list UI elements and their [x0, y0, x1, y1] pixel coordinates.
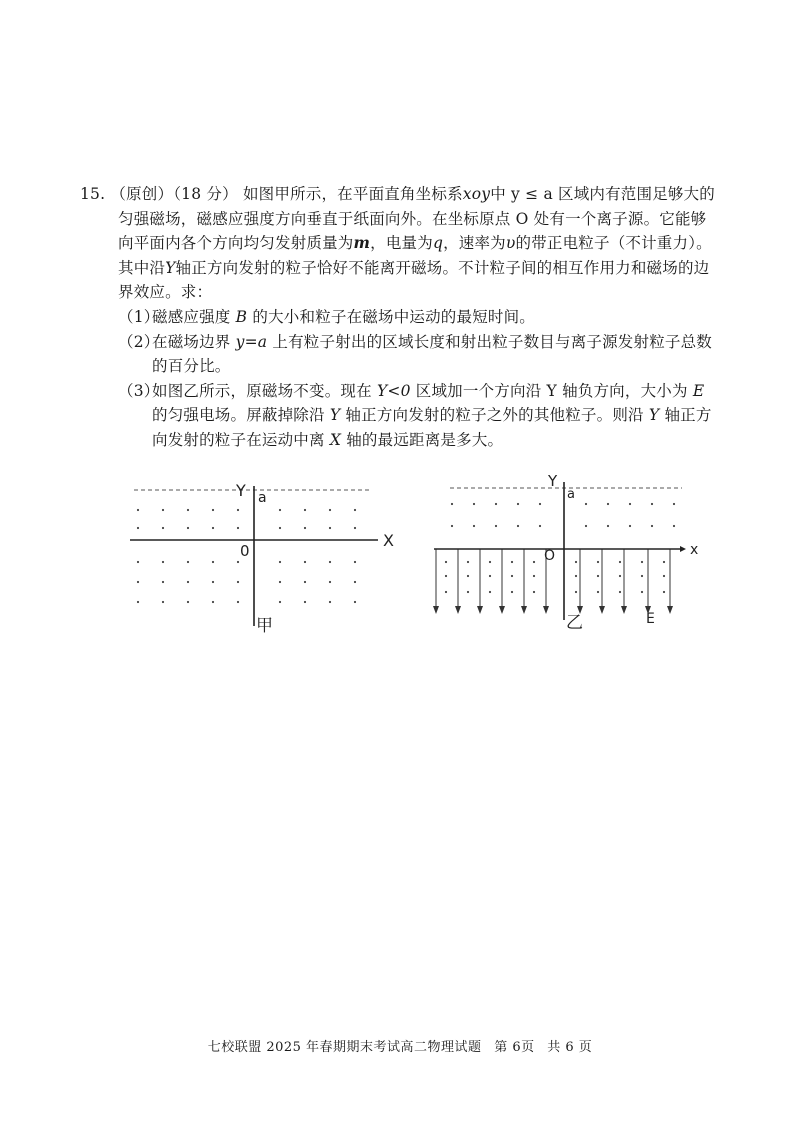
problem-stem: 15. （原创）（18 分） 如图甲所示，在平面直角坐标系xoy中 y ≤ a 区域内有范围足够大的匀强磁场，磁感应强度方向垂直于纸面向外。在坐标原点 O 处有一个离子源。它能够向平面内各个方向均匀发射质量为m，电量为q，速率为υ的带正电粒子（不计重力）。其中沿Y轴正方向发射的粒子恰好不能离开磁场。不计粒子间的相互作用力和磁场的边界效应。求：: [80, 185, 716, 302]
figure-b-caption: 乙: [566, 613, 583, 633]
field-dot: [467, 575, 469, 577]
field-arrow-icon: [433, 606, 439, 614]
field-dot: [511, 591, 513, 593]
field-dot: [641, 591, 643, 593]
field-arrow-icon: [455, 606, 461, 614]
field-dot: [212, 561, 214, 563]
field-dot: [212, 601, 214, 603]
field-dot: [137, 527, 139, 529]
field-dot: [187, 561, 189, 563]
question-2: （2）在磁场边界 y=a 上有粒子射出的区域长度和射出粒子数目与离子源发射粒子总数的百分比。: [118, 332, 712, 376]
question-3: （3）如图乙所示，原磁场不变。现在 Y<0 区域加一个方向沿 Y 轴负方向，大小为 E 的匀强电场。屏蔽掉除沿 Y 轴正方向发射的粒子之外的其他粒子。则沿 Y 轴正方向发射的粒子在运动中离 X 轴的最远距离是多大。: [118, 381, 712, 449]
field-dot: [304, 527, 306, 529]
field-arrow-icon: [599, 606, 605, 614]
magnetic-field-dots: [445, 503, 675, 593]
field-dot: [354, 601, 356, 603]
field-dot: [495, 503, 497, 505]
field-dot: [329, 601, 331, 603]
field-dot: [212, 527, 214, 529]
problem-number: 15.: [80, 185, 106, 203]
field-dot: [575, 561, 577, 563]
field-dot: [237, 527, 239, 529]
field-dot: [629, 525, 631, 527]
field-dot: [304, 509, 306, 511]
x-axis-label: X: [383, 531, 394, 550]
field-dot: [137, 581, 139, 583]
field-dot: [533, 561, 535, 563]
a-label: a: [258, 490, 267, 506]
field-dot: [237, 561, 239, 563]
field-dot: [354, 581, 356, 583]
y-axis-label: Y: [236, 481, 246, 500]
field-dot: [619, 591, 621, 593]
field-dot: [575, 575, 577, 577]
field-dot: [137, 509, 139, 511]
field-dot: [445, 575, 447, 577]
field-dot: [162, 601, 164, 603]
field-dot: [445, 591, 447, 593]
field-dot: [212, 581, 214, 583]
field-dot: [517, 503, 519, 505]
field-dot: [663, 591, 665, 593]
field-dot: [641, 561, 643, 563]
field-dot: [237, 601, 239, 603]
field-dot: [533, 575, 535, 577]
field-dot: [489, 561, 491, 563]
field-arrow-icon: [499, 606, 505, 614]
y-axis-label: Y: [548, 472, 558, 490]
field-dot: [279, 561, 281, 563]
field-dot: [467, 591, 469, 593]
field-dot: [651, 525, 653, 527]
field-dot: [673, 525, 675, 527]
field-dot: [629, 503, 631, 505]
figure-a-caption: 甲: [256, 616, 273, 636]
field-dot: [137, 601, 139, 603]
field-dot: [539, 525, 541, 527]
question-1: （1）磁感应强度 B 的大小和粒子在磁场中运动的最短时间。: [118, 307, 535, 326]
field-dot: [585, 503, 587, 505]
field-dot: [212, 509, 214, 511]
field-arrow-icon: [521, 606, 527, 614]
field-dot: [187, 601, 189, 603]
field-dot: [354, 527, 356, 529]
field-dot: [237, 509, 239, 511]
exam-title: 七校联盟 2025 年春期期末考试高二物理试题: [207, 1040, 482, 1055]
field-dot: [304, 601, 306, 603]
field-dot: [445, 561, 447, 563]
field-dot: [597, 561, 599, 563]
field-dot: [451, 503, 453, 505]
field-arrow-icon: [477, 606, 483, 614]
field-dot: [495, 525, 497, 527]
field-dot: [473, 503, 475, 505]
figure-b: [426, 470, 716, 640]
page-number: 第 6页: [494, 1040, 535, 1055]
x-axis-label: x: [690, 542, 699, 558]
problem-15: [80, 182, 720, 453]
page-total: 共 6 页: [547, 1040, 593, 1055]
field-dot: [533, 591, 535, 593]
field-dot: [187, 527, 189, 529]
field-dot: [473, 525, 475, 527]
field-dot: [237, 581, 239, 583]
field-dot: [489, 591, 491, 593]
field-dot: [279, 581, 281, 583]
field-dot: [162, 509, 164, 511]
field-dot: [451, 525, 453, 527]
field-dot: [329, 581, 331, 583]
field-dot: [607, 503, 609, 505]
field-dot: [329, 561, 331, 563]
field-dot: [304, 561, 306, 563]
field-arrow-icon: [543, 606, 549, 614]
field-dot: [619, 561, 621, 563]
x-axis-arrow-icon: [680, 546, 686, 552]
field-dot: [279, 509, 281, 511]
field-dot: [539, 503, 541, 505]
field-dot: [597, 575, 599, 577]
origin-label: O: [544, 548, 556, 564]
field-arrow-icon: [621, 606, 627, 614]
field-dot: [585, 525, 587, 527]
field-dot: [517, 525, 519, 527]
field-dot: [663, 561, 665, 563]
field-dot: [511, 561, 513, 563]
field-dot: [187, 581, 189, 583]
page-footer: [0, 1036, 800, 1055]
figure-a: [120, 476, 410, 636]
field-dot: [607, 525, 609, 527]
field-dot: [329, 527, 331, 529]
field-dot: [651, 503, 653, 505]
field-dot: [137, 561, 139, 563]
field-dot: [279, 527, 281, 529]
field-dot: [162, 581, 164, 583]
field-dot: [511, 575, 513, 577]
field-dot: [354, 509, 356, 511]
field-dot: [663, 575, 665, 577]
field-dot: [354, 561, 356, 563]
field-dot: [641, 575, 643, 577]
field-arrow-icon: [667, 606, 673, 614]
field-dot: [575, 591, 577, 593]
origin-label: 0: [240, 542, 250, 560]
field-dot: [162, 561, 164, 563]
field-dot: [489, 575, 491, 577]
field-dot: [304, 581, 306, 583]
field-dot: [329, 509, 331, 511]
e-field-label: E: [646, 611, 655, 627]
a-label: a: [567, 487, 575, 502]
field-dot: [467, 561, 469, 563]
field-dot: [619, 575, 621, 577]
field-dot: [597, 591, 599, 593]
field-dot: [279, 601, 281, 603]
field-dot: [162, 527, 164, 529]
field-dot: [673, 503, 675, 505]
field-dot: [187, 509, 189, 511]
